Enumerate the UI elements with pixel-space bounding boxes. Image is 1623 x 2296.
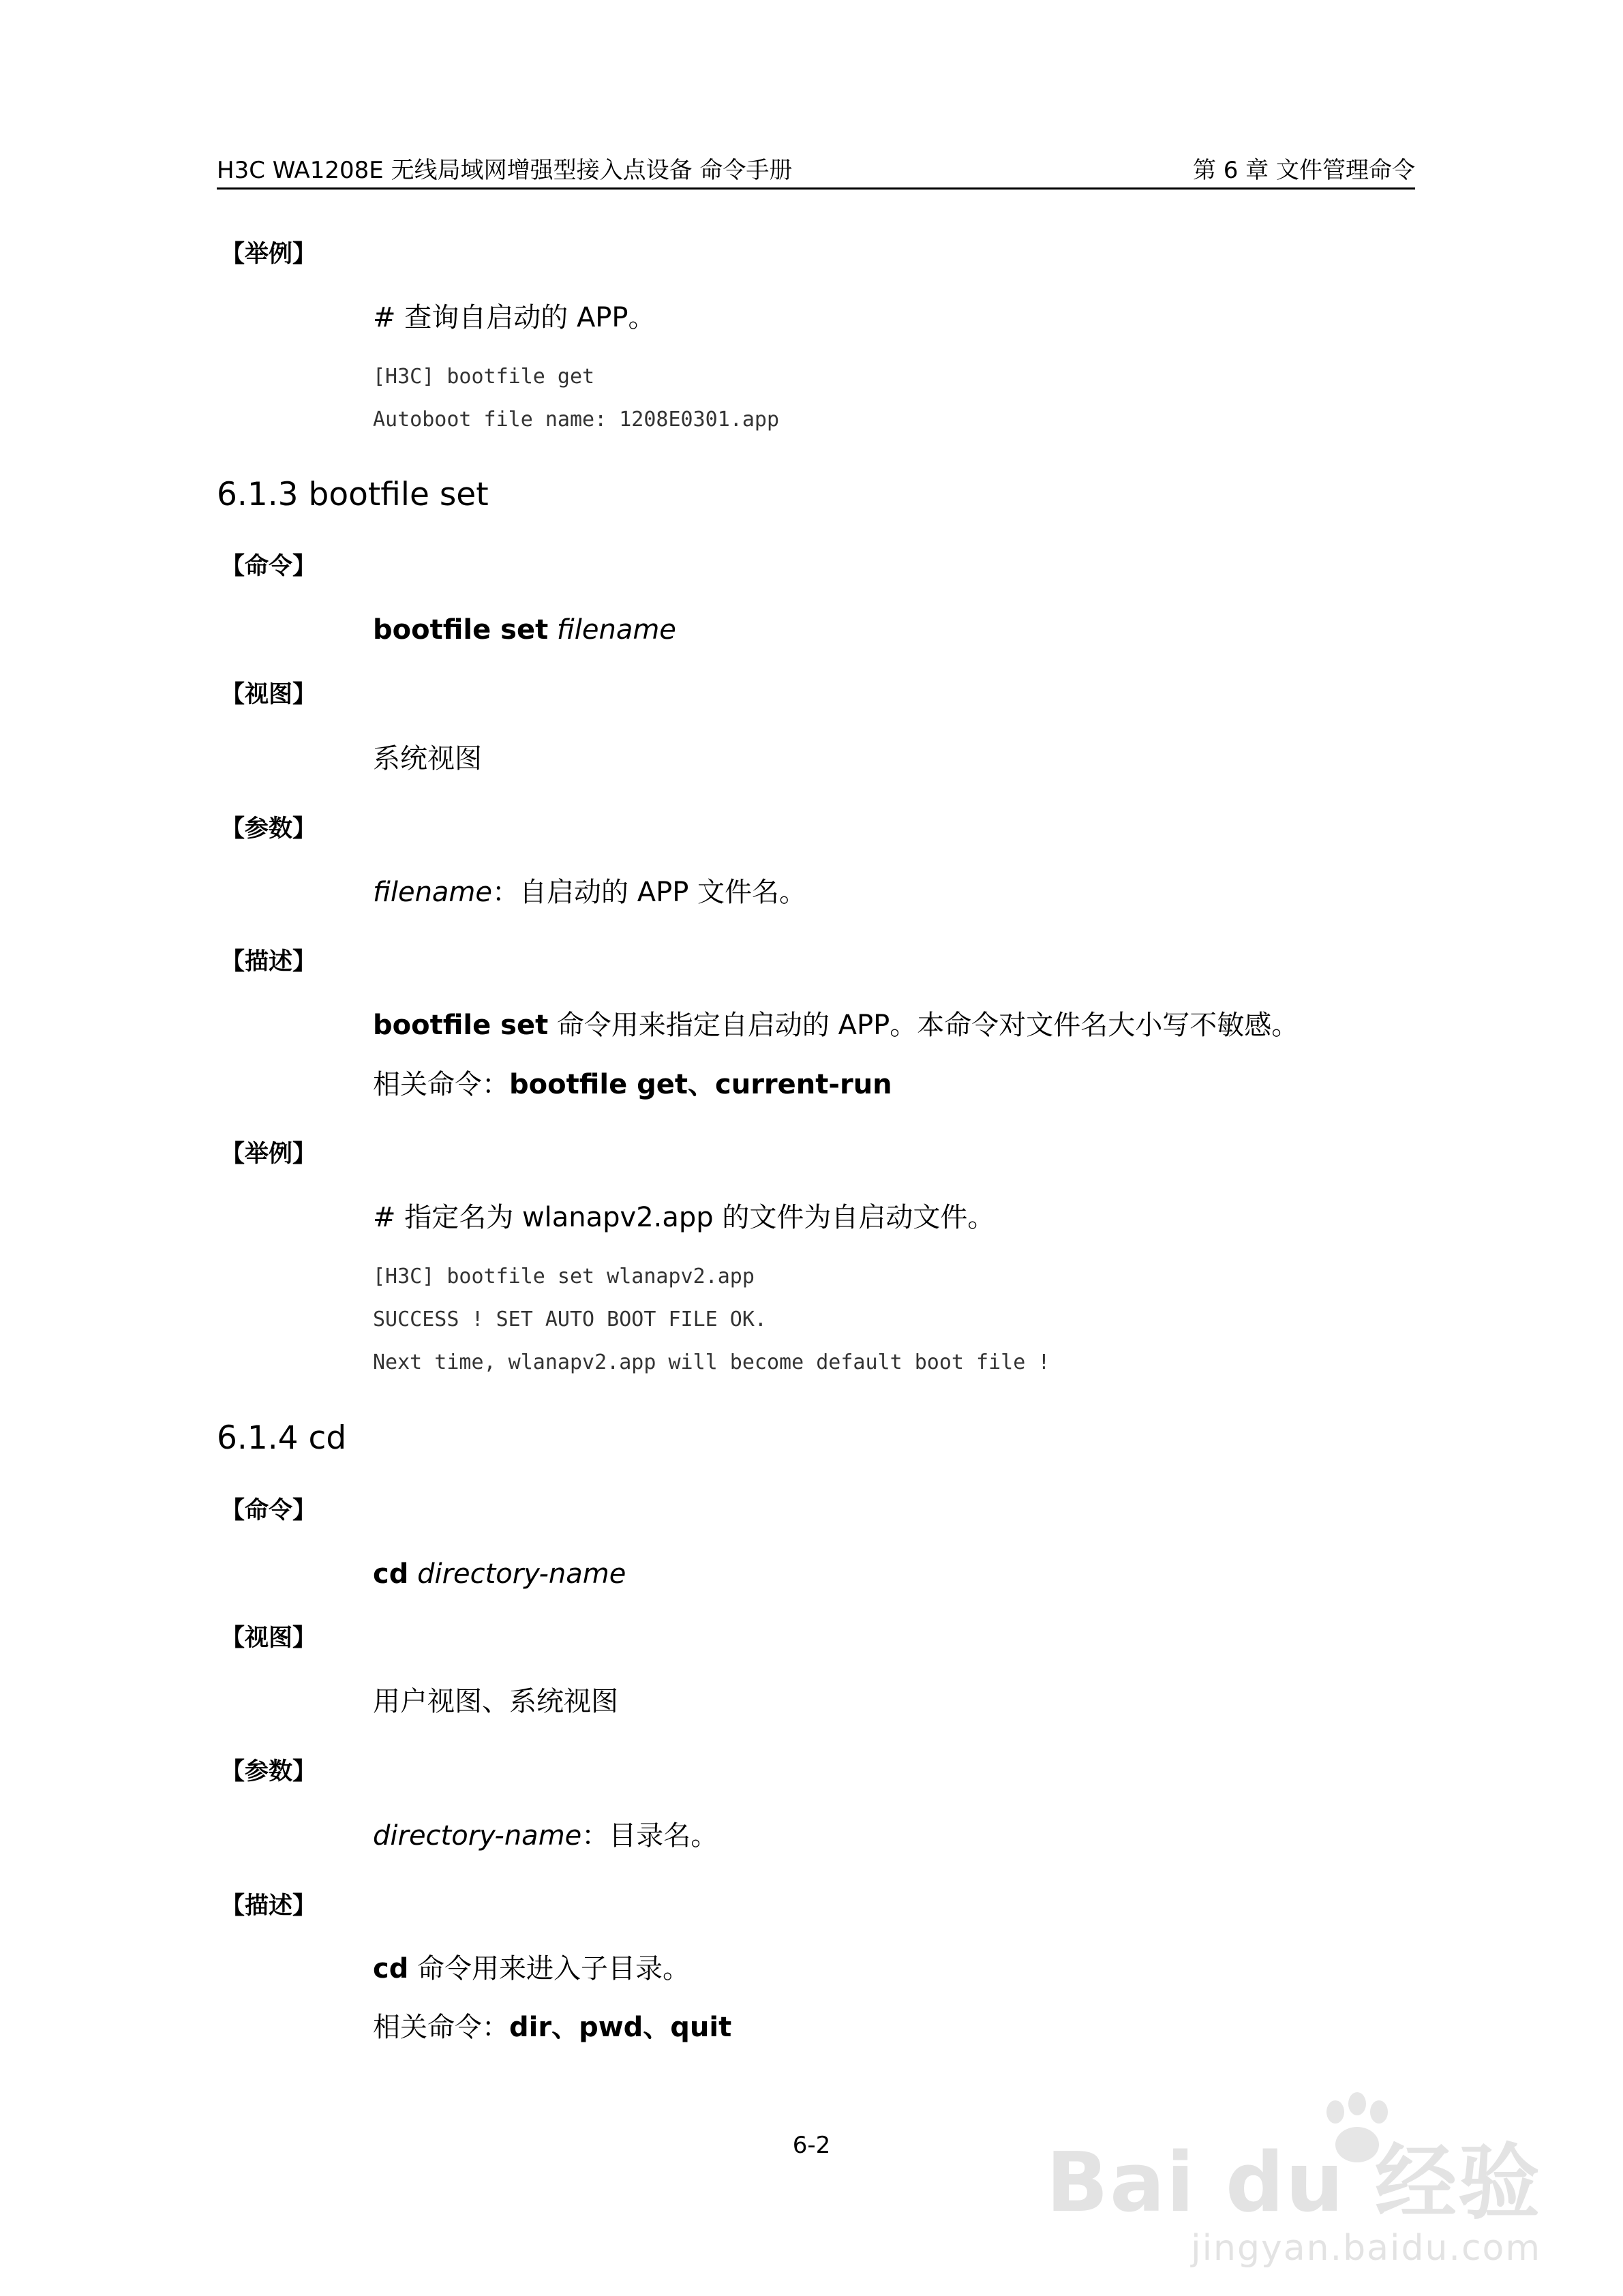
watermark-site: jingyan.baidu.com [1191, 2228, 1541, 2269]
parameter-label: 【参数】 [221, 1758, 317, 1785]
related-prefix: 相关命令： [373, 2012, 509, 2043]
parameter-line [373, 1818, 718, 1854]
parameter-label: 【参数】 [221, 815, 317, 843]
parameter-description: ：自启动的 APP 文件名。 [492, 877, 807, 908]
command-argument: directory-name [417, 1558, 626, 1590]
command-label: 【命令】 [221, 1497, 317, 1524]
watermark [1046, 2136, 1541, 2269]
parameter-name: directory-name [373, 1820, 582, 1852]
header-chapter: 第 6 章 文件管理命令 [1192, 157, 1415, 184]
parameter-description: ：目录名。 [581, 1820, 718, 1852]
example-description: # 指定名为 wlanapv2.app 的文件为自启动文件。 [373, 1202, 995, 1233]
command-syntax [373, 1556, 626, 1592]
view-text: 系统视图 [373, 743, 482, 774]
description-line [373, 1951, 690, 1987]
command-keyword: bootfile set [373, 614, 549, 646]
page-number: 6-2 [792, 2132, 831, 2159]
code-line: [H3C] bootfile set wlanapv2.app [373, 1265, 755, 1288]
code-line: Autoboot file name: 1208E0301.app [373, 408, 780, 432]
watermark-logo: Bai du 经验 [1046, 2136, 1541, 2231]
description-keyword: cd [373, 1953, 409, 1984]
header-title: H3C WA1208E 无线局域网增强型接入点设备 命令手册 [217, 157, 793, 184]
related-list: bootfile get、current-run [509, 1069, 892, 1100]
code-line: Next time, wlanapv2.app will become default boot file ! [373, 1350, 1050, 1374]
related-commands [373, 2010, 731, 2045]
description-text: 命令用来进入子目录。 [408, 1953, 691, 1984]
command-keyword: cd [373, 1558, 409, 1590]
section-heading: 6.1.4 cd [217, 1419, 347, 1457]
section-heading: 6.1.3 bootfile set [217, 476, 489, 513]
command-argument: filename [556, 614, 676, 646]
command-syntax [373, 612, 676, 648]
description-keyword: bootfile set [373, 1010, 549, 1041]
parameter-name: filename [373, 877, 492, 908]
view-text: 用户视图、系统视图 [373, 1686, 618, 1717]
example-label: 【举例】 [221, 241, 317, 268]
code-line: [H3C] bootfile get [373, 365, 595, 389]
description-line [373, 1008, 1299, 1043]
view-label: 【视图】 [221, 1625, 317, 1652]
header-rule [217, 187, 1415, 190]
related-commands [373, 1067, 892, 1102]
related-list: dir、pwd、quit [509, 2012, 732, 2043]
command-label: 【命令】 [221, 553, 317, 580]
parameter-line [373, 875, 806, 910]
related-prefix: 相关命令： [373, 1069, 509, 1100]
description-label: 【描述】 [221, 948, 317, 976]
description-label: 【描述】 [221, 1892, 317, 1920]
view-label: 【视图】 [221, 681, 317, 708]
example-label: 【举例】 [221, 1141, 317, 1168]
description-text: 命令用来指定自启动的 APP。本命令对文件名大小写不敏感。 [548, 1010, 1299, 1041]
example-description: # 查询自启动的 APP。 [373, 302, 656, 333]
code-line: SUCCESS ! SET AUTO BOOT FILE OK. [373, 1308, 767, 1331]
